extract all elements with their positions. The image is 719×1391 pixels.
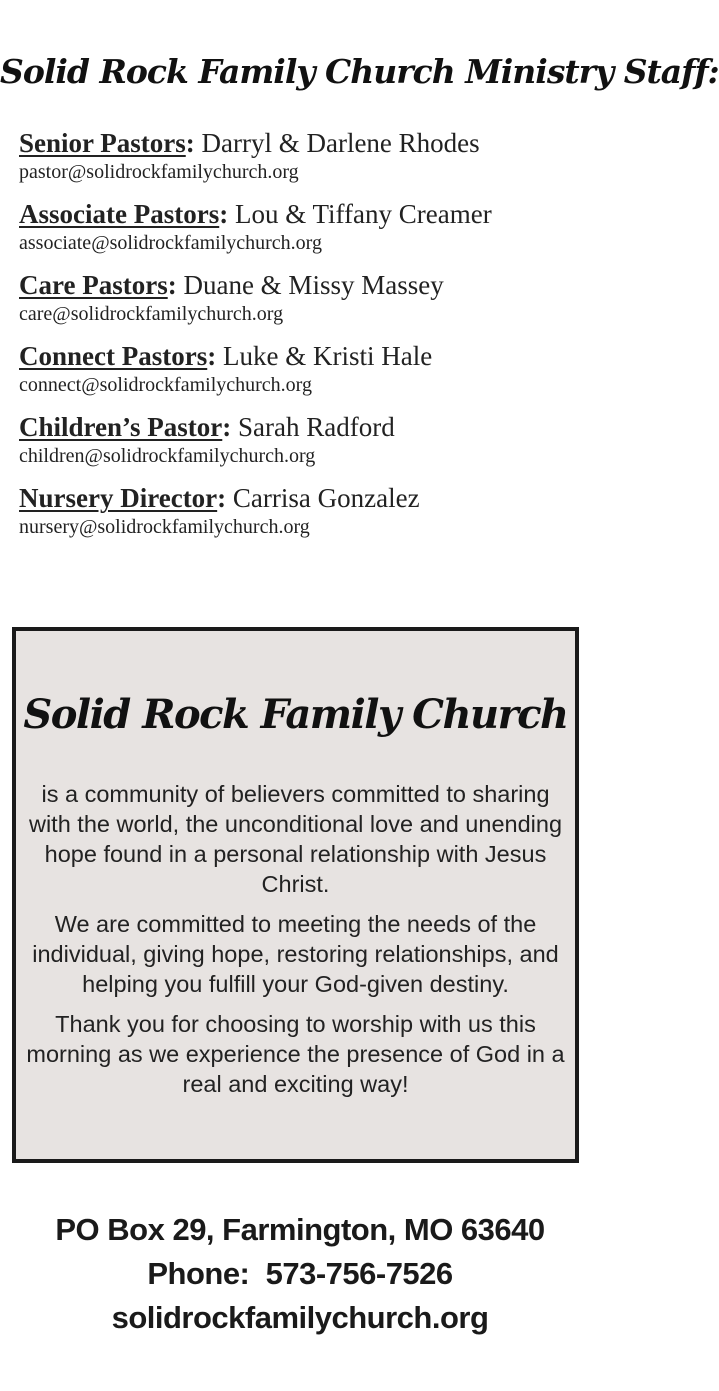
staff-entry	[19, 481, 594, 552]
staff-colon: :	[207, 341, 217, 371]
staff-email[interactable]: connect@solidrockfamilychurch.org	[19, 374, 312, 396]
staff-colon: :	[185, 128, 195, 158]
mission-paragraph: is a community of believers committed to sharing with the world, the unconditional love and unending hope found in a personal relationship with Jesus Christ.	[28, 781, 563, 897]
staff-names: Lou & Tiffany Creamer	[234, 199, 492, 229]
mission-title: Solid Rock Family Church	[23, 691, 568, 738]
staff-names: Darryl & Darlene Rhodes	[201, 128, 480, 158]
staff-names: Luke & Kristi Hale	[222, 341, 433, 371]
staff-entry	[19, 339, 594, 410]
staff-role: Senior Pastors	[19, 128, 186, 158]
staff-colon: :	[222, 412, 232, 442]
mission-paragraph: We are committed to meeting the needs of the individual, giving hope, restoring relationships, and helping you fulfill your God-given destiny.	[32, 911, 559, 997]
staff-colon: :	[219, 199, 229, 229]
staff-entry	[19, 197, 594, 268]
staff-line	[19, 197, 594, 231]
staff-role: Associate Pastors	[19, 199, 220, 229]
staff-role: Connect Pastors	[19, 341, 208, 371]
contact-address: PO Box 29, Farmington, MO 63640	[55, 1212, 545, 1247]
staff-line	[19, 339, 594, 373]
staff-line	[19, 481, 594, 515]
staff-email[interactable]: associate@solidrockfamilychurch.org	[19, 232, 322, 254]
mission-box	[12, 627, 579, 1163]
staff-names: Carrisa Gonzalez	[232, 483, 420, 513]
mission-paragraph: Thank you for choosing to worship with us this morning as we experience the presence of God in a real and exciting way!	[26, 1011, 565, 1097]
staff-line	[19, 410, 594, 444]
staff-entry	[19, 268, 594, 339]
contact-block	[0, 1208, 600, 1340]
staff-role: Care Pastors	[19, 270, 168, 300]
contact-website[interactable]: solidrockfamilychurch.org	[111, 1300, 489, 1335]
staff-entry	[19, 126, 594, 197]
staff-names: Duane & Missy Massey	[183, 270, 444, 300]
staff-email[interactable]: care@solidrockfamilychurch.org	[19, 303, 284, 325]
mission-text	[22, 779, 569, 1109]
staff-line	[19, 126, 594, 160]
staff-entry	[19, 410, 594, 481]
staff-colon: :	[217, 483, 227, 513]
staff-names: Sarah Radford	[238, 412, 395, 442]
staff-role: Nursery Director	[19, 483, 218, 513]
staff-email[interactable]: nursery@solidrockfamilychurch.org	[19, 516, 310, 538]
staff-role: Children’s Pastor	[19, 412, 223, 442]
staff-list	[19, 126, 594, 552]
staff-email[interactable]: pastor@solidrockfamilychurch.org	[19, 161, 299, 183]
contact-phone: Phone: 573-756-7526	[147, 1256, 453, 1291]
staff-colon: :	[167, 270, 177, 300]
staff-heading: Solid Rock Family Church Ministry Staff:	[0, 52, 719, 91]
staff-line	[19, 268, 594, 302]
staff-email[interactable]: children@solidrockfamilychurch.org	[19, 445, 316, 467]
